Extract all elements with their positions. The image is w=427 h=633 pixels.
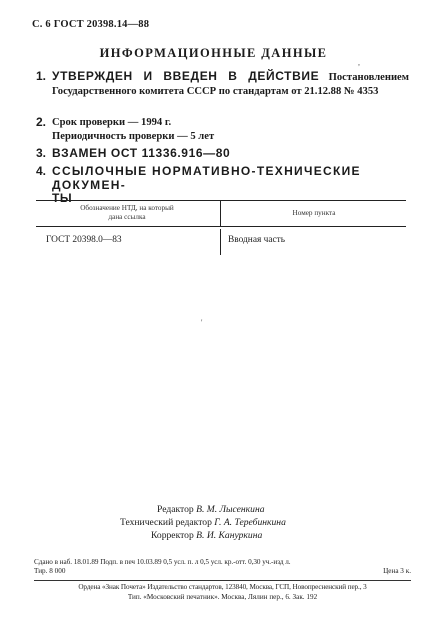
table-header-ntd: Обозначение НТД, на который дана ссылка — [80, 204, 174, 221]
table-top-rule — [36, 200, 406, 201]
imprint-rule — [34, 580, 411, 581]
table-header-rule — [36, 226, 406, 227]
item-text: Периодичность проверки — 5 лет — [52, 130, 215, 142]
table-column-divider — [220, 200, 221, 226]
page-header: С. 6 ГОСТ 20398.14—88 — [32, 19, 150, 30]
imprint-run: Тир. 8 000 Цена 3 к. — [34, 567, 411, 576]
item-heading: ТЫ — [52, 191, 73, 205]
item-text: Срок проверки — 1994 г. — [52, 117, 172, 128]
info-item-1 — [36, 70, 409, 98]
info-item-2 — [36, 116, 409, 143]
item-number: 4. — [36, 164, 47, 178]
credit-editor: Редактор В. М. Лысенкина — [157, 504, 265, 515]
stray-mark: ' — [201, 318, 203, 327]
info-item-3 — [36, 147, 409, 161]
table-cell-ntd: ГОСТ 20398.0—83 — [46, 235, 122, 245]
section-title: ИНФОРМАЦИОННЫЕ ДАННЫЕ — [99, 46, 328, 60]
table-cell-clause: Вводная часть — [228, 235, 286, 245]
item-number: 1. — [36, 69, 47, 83]
stray-mark: , — [358, 58, 360, 67]
editorial-credits — [120, 503, 420, 543]
item-heading: ВЗАМЕН ОСТ 11336.916—80 — [52, 146, 231, 160]
imprint-printer: Тип. «Московский печатник». Москва, Лялин пер., 6. Зак. 192 — [127, 592, 318, 601]
table-column-divider — [220, 229, 221, 255]
credit-tech-editor: Технический редактор Г. А. Теребинкина — [120, 517, 286, 529]
table-header-clause: Номер пункта — [292, 209, 336, 217]
item-heading: УТВЕРЖДЕН И ВВЕДЕН В ДЕЙСТВИЕ — [52, 69, 320, 83]
imprint-publisher: Ордена «Знак Почета» Издательство стандартов, 123840, Москва, ГСП, Новопресненский пер., 3 — [78, 583, 367, 592]
item-number: 2. — [36, 115, 47, 129]
imprint-dates: Сдано в наб. 18.01.89 Подп. в печ 10.03.89 0,5 усл. п. л 0,5 усл. кр.-отт. 0,30 уч.-изд л. — [34, 558, 291, 566]
item-heading: ССЫЛОЧНЫЕ НОРМАТИВНО-ТЕХНИЧЕСКИЕ ДОКУМЕН- — [52, 164, 361, 192]
item-number: 3. — [36, 146, 47, 160]
imprint-block — [34, 558, 411, 602]
credit-proofreader: Корректор В. И. Кануркина — [151, 530, 263, 542]
item-text: Постановлением Государственного комитета СССР по стандартам от 21.12.88 № 4353 — [52, 72, 409, 97]
